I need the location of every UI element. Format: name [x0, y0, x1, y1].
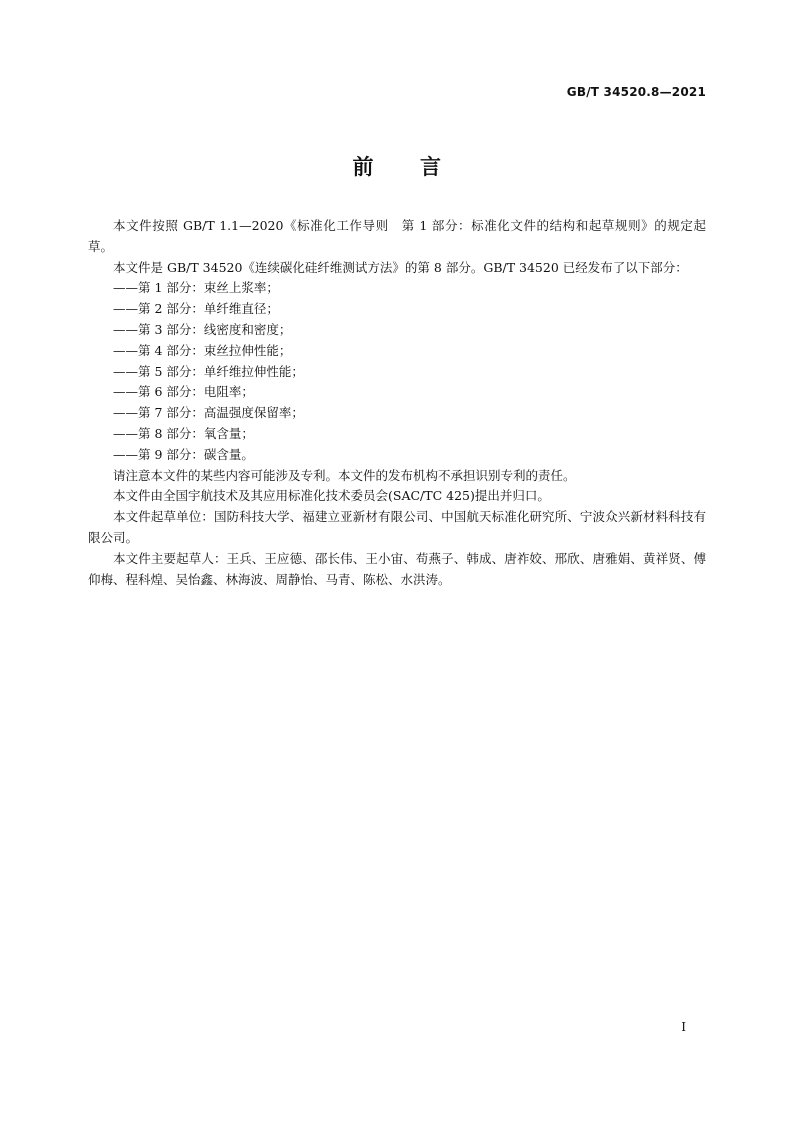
list-item: ——第 1 部分：束丝上浆率；: [113, 280, 279, 296]
drafters-paragraph: 本文件主要起草人：王兵、王应德、邵长伟、王小宙、苟燕子、韩成、唐祚姣、邢欣、唐雅娟、黄祥贤、傅仰梅、程科煌、吴怡鑫、林海波、周静怡、马青、陈松、水洪涛。: [88, 550, 706, 587]
foreword-body: [88, 216, 706, 590]
list-item: ——第 9 部分：碳含量。: [113, 446, 254, 462]
title-char-2: 言: [420, 155, 442, 179]
page-number: I: [681, 1020, 686, 1034]
proposer-paragraph: 本文件由全国宇航技术及其应用标准化技术委员会(SAC/TC 425)提出并归口。: [113, 488, 550, 504]
drafting-rules-paragraph: 本文件按照 GB/T 1.1—2020《标准化工作导则 第 1 部分：标准化文件的结构和起草规则》的规定起草。: [88, 218, 706, 254]
list-item: ——第 8 部分：氧含量；: [113, 425, 254, 441]
patent-notice-paragraph: 请注意本文件的某些内容可能涉及专利。本文件的发布机构不承担识别专利的责任。: [113, 467, 576, 483]
list-item: ——第 3 部分：线密度和密度；: [113, 321, 292, 337]
list-item: ——第 7 部分：高温强度保留率；: [113, 405, 304, 421]
list-item: ——第 5 部分：单纤维拉伸性能；: [113, 363, 304, 379]
list-item: ——第 6 部分：电阻率；: [113, 384, 254, 400]
drafting-units-paragraph: 本文件起草单位：国防科技大学、福建立亚新材有限公司、中国航天标准化研究所、宁波众兴新材料科技有限公司。: [88, 509, 706, 545]
parts-list: [88, 278, 706, 465]
title-char-1: 前: [352, 155, 374, 179]
list-item: ——第 2 部分：单纤维直径；: [113, 301, 279, 317]
list-item: ——第 4 部分：束丝拉伸性能；: [113, 342, 292, 358]
series-intro-paragraph: 本文件是 GB/T 34520《连续碳化硅纤维测试方法》的第 8 部分。GB/T 34520 已经发布了以下部分：: [113, 259, 688, 275]
page-title: [0, 151, 794, 181]
standard-number: GB/T 34520.8—2021: [566, 85, 706, 99]
